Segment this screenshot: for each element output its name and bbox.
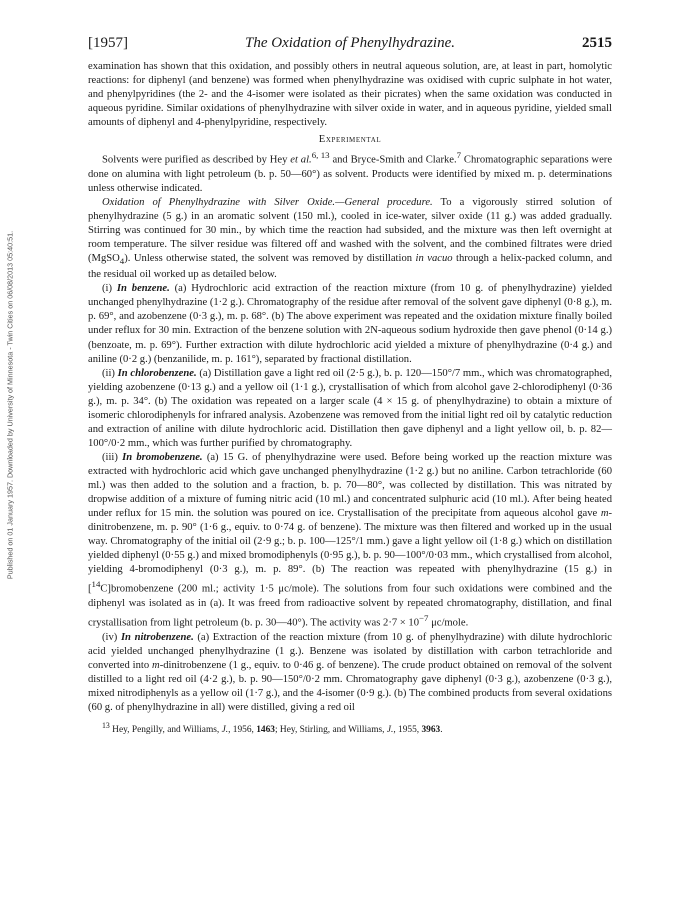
- exponent: −7: [419, 612, 429, 623]
- paragraph-text: Chromatographic separations were done on alumina with light petroleum (b. p. 50—60°) as solvent. Products were identified by mixed m. p. determinations unless otherwise indicated.: [88, 154, 613, 194]
- page-ref: 3963: [421, 724, 441, 735]
- solvent-label: In nitrobenzene.: [120, 631, 194, 643]
- paragraph-text: (a) Distillation gave a light red oil (2·5 g.), b. p. 120—150°/7 mm., which was chromatographed, yielding azobenzene (0·13 g.) and a yellow oil (1·1 g.), crystallisation of which from alcohol gave 2-chlorodiphenyl (0·36 g.), m. p. 34°. (b) The oxidation was repeated on a larger scale (4 × 15 g. of phenylhydrazine) to obtain a mixture of isomeric chlorodiphenyls for infrared analysis. Azobenzene was removed from the initial light red oil by catalytic reduction and extraction of aniline with dilute hydrochloric acid. Distillation then gave diphenyl and a light yellow oil, b. p. 82—100°/0·2 mm., which was further purified by chromatography.: [88, 367, 612, 449]
- paragraph-text: -dinitrobenzene, m. p. 90° (1·6 g., equiv. to 0·74 g. of benzene). The mixture was then filtered and worked up in the usual way. Chromatography of the initial oil (2·9 g.; b. p. 100—125°/1 mm.) gave a light yellow oil (1·8 g.) which on distillation yielded diphenyl (0·55 g.) and mixed bromodiphenyls (0·95 g.), b. p. 90—100°/0·03 mm., which crystallised from alcohol, yielding 4-bromodiphenyl (0·3 g.), m. p. 89°. (b) The reaction was repeated with phenylhydrazine (15 g.) in [: [88, 508, 612, 595]
- publication-stamp: [4, 100, 16, 710]
- paragraph-text: examination has shown that this oxidation, and possibly others in neutral aqueous solution, are, at least in part, homolytic reactions: for diphenyl (and benzene) was formed when phenylhydrazine was oxidised with cupric sulphate in hot water, and phenylpyridines (the 2- and the 4-isomer were isolated as their picrates) when the same oxidation was conducted in aqueous pyridine. Similar oxidations of phenylhydrazine with silver oxide in water, and in aqueous pyridine, yielded small amounts of diphenyl and 4-phenylpyridine, respectively.: [88, 61, 612, 129]
- in-vacuo: in vacuo: [415, 253, 453, 265]
- paragraph-text: (a) Hydrochloric acid extraction of the reaction mixture (from 10 g. of phenylhydrazine) yielded unchanged phenylhydrazine (1·2 g.). Chromatography of the residue after removal of the solvent gave diphenyl (0·8 g.), m. p. 69°, and azobenzene (0·3 g.), m. p. 68°. (b) The above experiment was repeated and the oxidation mixture finally boiled under reflux for 30 min. Extraction of the benzene solution with 2N-aqueous sodium hydroxide then gave phenol (0·14 g.) (benzoate, m. p. 69°). Further extraction with dilute hydrochloric acid yielded a mixture of phenylhydrazine (0·4 g.) and aniline (0·2 g.) (benzanilide, m. p. 161°), separated by fractional distillation.: [88, 283, 612, 365]
- footnote: [88, 720, 612, 736]
- solvent-label: In chlorobenzene.: [117, 367, 197, 379]
- paragraph-chlorobenzene: [88, 367, 612, 451]
- paragraph-nitrobenzene: [88, 631, 612, 715]
- solvent-label: In bromobenzene.: [122, 451, 203, 463]
- solvent-label: In benzene.: [116, 283, 170, 295]
- paragraph-text: ). Unless otherwise stated, the solvent was removed by distillation: [124, 253, 416, 265]
- subsection-title: Oxidation of Phenylhydrazine with Silver Oxide.—General procedure.: [102, 196, 433, 208]
- footnote-text: Hey, Pengilly, and Williams,: [109, 724, 222, 735]
- item-number: (iv): [102, 631, 121, 643]
- paragraph-text: C]bromobenzene (200 ml.; activity 1·5 μc/mole). The solutions from four such oxidations were combined and the diphenyl was isolated as in (a). It was freed from radioactive solvent by repeated chromatography, distillation, and final crystallisation from light petroleum (b. p. 30—40°). The activity was 2·7 × 10: [88, 583, 612, 629]
- section-heading-experimental: Experimental: [318, 134, 382, 146]
- footnote-text: ; Hey, Stirling, and Williams,: [274, 724, 387, 735]
- paragraph-text: (a) Extraction of the reaction mixture (from 10 g. of phenylhydrazine) with dilute hydrochloric acid yielded unchanged phenylhydrazine (1 g.). Benzene was isolated by distillation with carbon tetrachloride and converted into: [88, 631, 612, 671]
- footnote-text: , 1956,: [228, 724, 257, 735]
- paragraph-text: -dinitrobenzene (1 g., equiv. to 0·46 g. of benzene). The crude product obtained on removal of the solvent distilled to a light red oil (4·2 g.), b. p. 90—150°/0·2 mm. Chromatography gave diphenyl (0·3 g.), azobenzene (0·3 g.), mixed nitrodiphenyls as a yellow oil (1·7 g.), and the 4-isomer (0·9 g.). (b) The combined products from several oxidations (60 g. of phenylhydrazine in all) were distilled, giving a red oil: [88, 659, 612, 713]
- paragraph-benzene: [88, 282, 612, 366]
- paragraph-intro-continued: [88, 60, 612, 130]
- publication-stamp-text: Published on 01 January 1957. Downloaded by University of Minnesota - Twin Cities on 06/08/2013 05:40:51.: [5, 230, 15, 580]
- isotope-mark: 14: [91, 579, 101, 590]
- paragraph-text: To a vigorously stirred solution of phenylhydrazine (5 g.) in an aromatic solvent (150 ml.), cooled in ice-water, silver oxide (11 g.) was added gradually. Stirring was continued for 30 min., by which time the reaction had subsided, and the mixture was then left overnight at room temperature. The silver residue was filtered off and washed with the solvent, and the combined filtrates were dried (MgSO: [88, 196, 612, 265]
- paragraph-solvents: [88, 148, 612, 196]
- item-number: (i): [102, 283, 117, 295]
- meta-prefix: m: [152, 659, 160, 671]
- footnote-number: 13: [102, 720, 110, 730]
- running-header: [88, 35, 612, 57]
- paragraph-general-procedure: [88, 196, 612, 282]
- paragraph-bromobenzene: [88, 451, 612, 631]
- et-al: et al.: [290, 154, 312, 166]
- reference-mark: 7: [456, 150, 462, 161]
- page-ref: 1463: [256, 724, 275, 735]
- item-number: (ii): [102, 367, 118, 379]
- page-number: 2515: [582, 35, 612, 51]
- reference-mark: 6, 13: [311, 150, 330, 161]
- article-body: [88, 60, 612, 736]
- footnote-text: .: [440, 724, 443, 735]
- paragraph-text: Solvents were purified as described by Hey: [102, 154, 291, 166]
- paragraph-text: and Bryce-Smith and Clarke.: [329, 154, 457, 166]
- header-year: [1957]: [88, 35, 128, 51]
- paragraph-text: through a helix-packed column, and the residual oil worked up as detailed below.: [88, 253, 613, 281]
- meta-prefix: m: [600, 508, 609, 520]
- header-title: The Oxidation of Phenylhydrazine.: [245, 35, 455, 51]
- paragraph-text: μc/mole.: [428, 617, 469, 629]
- item-number: (iii): [102, 451, 123, 463]
- journal-abbrev: J.: [386, 724, 394, 735]
- paragraph-text: (a) 15 G. of phenylhydrazine were used. Before being worked up the reaction mixture was extracted with hydrochloric acid which gave unchanged phenylhydrazine (1·2 g.) but no aniline. Carbon tetrachloride (60 ml.) was then added to the solution and a fraction, b. p. 70—80°, was collected by distillation. This was nitrated by dropwise addition of a mixture of fuming nitric acid (10 ml.) and concentrated sulphuric acid (10 ml.). After being heated under reflux for 15 min. the solution was poured on ice. Crystallisation of the precipitate from aqueous alcohol gave: [88, 451, 613, 520]
- journal-abbrev: J.: [221, 724, 229, 735]
- footnote-text: , 1955,: [393, 724, 422, 735]
- subscript: 4: [119, 256, 125, 267]
